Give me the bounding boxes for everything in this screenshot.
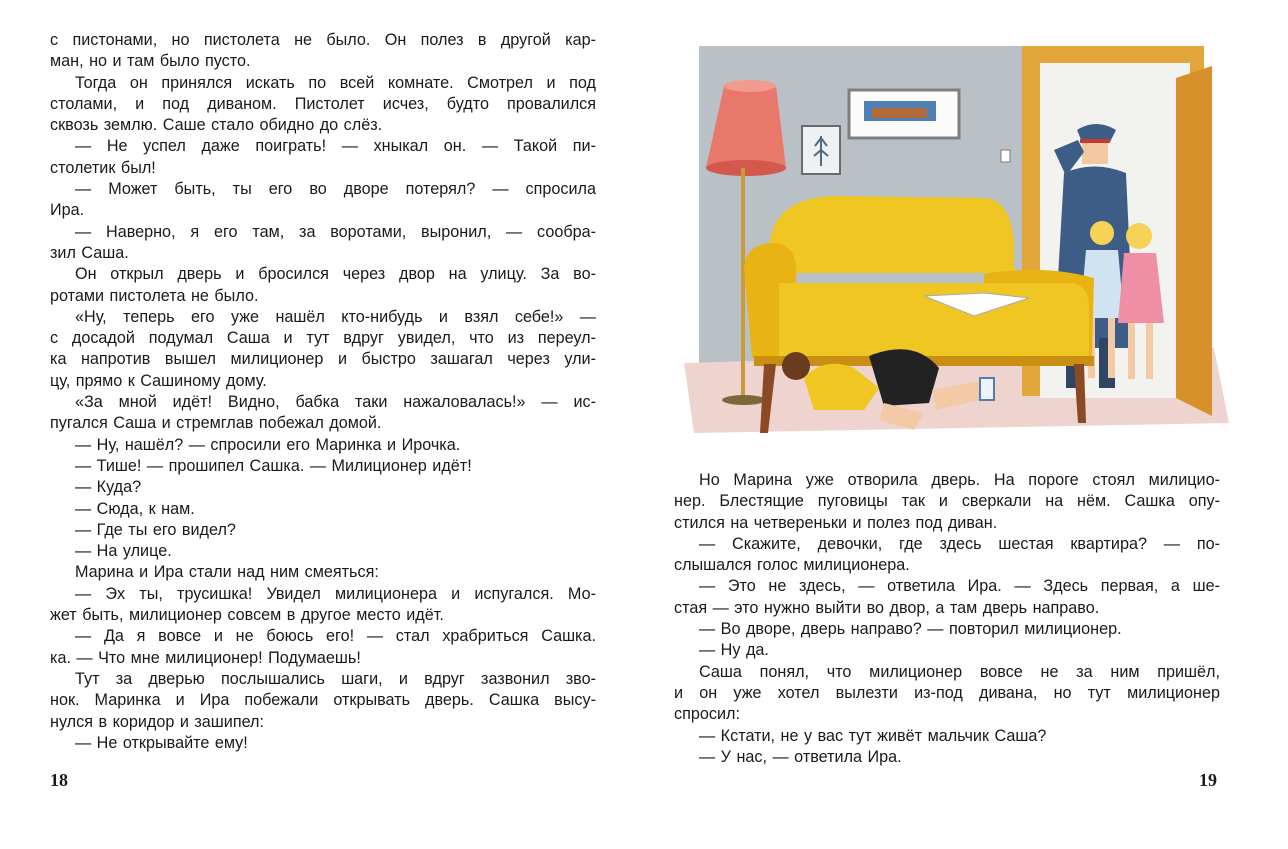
text-line: — Куда? <box>75 478 142 497</box>
text-line: ротами пистолета не было. <box>50 286 259 305</box>
text-line: — Ну да. <box>699 641 769 660</box>
text-line: ка напротив вышел милиционер и быстро зашагал через ули- <box>50 350 596 369</box>
text-line: столами, и под диваном. Пистолет исчез, будто провалился <box>50 94 596 113</box>
text-line: — Где ты его видел? <box>75 520 236 539</box>
illustration-scene <box>684 38 1244 438</box>
text-line: Он открыл дверь и бросился через двор на улицу. За во- <box>75 265 596 284</box>
text-line: столетик был! <box>50 158 156 177</box>
text-line: Но Марина уже отворила дверь. На пороге стоял милицио- <box>699 471 1220 489</box>
text-line: пугался Саша и стремглав побежал домой. <box>50 414 382 433</box>
text-line: — Скажите, девочки, где здесь шестая квартира? — по- <box>699 534 1220 553</box>
text-line: стился на четвереньки и полез под диван. <box>674 513 998 532</box>
text-line: — Во дворе, дверь направо? — повторил милиционер. <box>699 620 1122 639</box>
text-line: жет быть, милиционер совсем в другое место идёт. <box>50 606 444 625</box>
text-line: — Тише! — прошипел Сашка. — Милиционер идёт! <box>75 456 472 475</box>
right-page-text <box>674 470 1220 768</box>
text-line: нулся в коридор и зашипел: <box>50 712 265 731</box>
left-page-text <box>50 30 596 754</box>
right-page <box>644 0 1288 849</box>
text-line: «Ну, теперь его уже нашёл кто-нибудь и взял себе!» — <box>75 307 596 326</box>
text-line: Тут за дверью послышались шаги, и вдруг зазвонил зво- <box>75 669 596 688</box>
text-line: — Да я вовсе и не боюсь его! — стал храбриться Сашка. <box>75 627 596 646</box>
text-line: ман, но и там было пусто. <box>50 52 251 71</box>
page-number: 19 <box>1199 770 1217 790</box>
text-line: — Это не здесь, — ответила Ира. — Здесь первая, а ше- <box>699 577 1220 596</box>
page-number: 18 <box>50 770 68 790</box>
text-line: цу, прямо к Сашиному дому. <box>50 371 267 390</box>
text-line: ка. — Что мне милиционер! Подумаешь! <box>50 648 361 667</box>
text-line: — Сюда, к нам. <box>75 499 195 518</box>
text-line: слышался голос милиционера. <box>674 556 910 575</box>
text-line: зил Саша. <box>50 243 129 262</box>
text-line: с пистонами, но пистолета не было. Он полез в другой кар- <box>50 31 596 49</box>
text-line: — Не открывайте ему! <box>75 733 248 752</box>
text-line: стая — это нужно выйти во двор, а там дверь направо. <box>674 598 1100 617</box>
text-line: — Может быть, ты его во дворе потерял? — спросила <box>75 180 596 199</box>
text-line: спросил: <box>674 705 740 724</box>
text-line: — На улице. <box>75 542 172 561</box>
text-line: — Ну, нашёл? — спросили его Маринка и Ирочка. <box>75 435 461 454</box>
text-line: — Кстати, не у вас тут живёт мальчик Саша? <box>699 726 1047 745</box>
text-line: — Наверно, я его там, за воротами, выронил, — сообра- <box>75 222 596 241</box>
text-line: — Не успел даже поиграть! — хныкал он. — Такой пи- <box>75 137 596 156</box>
text-line: нер. Блестящие пуговицы так и сверкали на нём. Сашка опу- <box>674 492 1220 511</box>
text-line: «За мной идёт! Видно, бабка таки нажаловалась!» — ис- <box>75 393 596 412</box>
text-line: сквозь землю. Саше стало обидно до слёз. <box>50 116 383 135</box>
text-line: и он уже хотел вылезти из-под дивана, но тут милиционер <box>674 683 1220 702</box>
text-line: Ира. <box>50 201 85 220</box>
text-line: Саша понял, что милиционер вовсе не за ним пришёл, <box>699 662 1220 681</box>
text-line: — Эх ты, трусишка! Увидел милиционера и испугался. Мо- <box>75 584 596 603</box>
text-line: с досадой подумал Саша и тут вдруг увидел, что из переул- <box>50 329 596 348</box>
text-line: нок. Маринка и Ира побежали открывать дверь. Сашка высу- <box>50 691 596 710</box>
text-line: — У нас, — ответила Ира. <box>699 747 902 766</box>
text-line: Марина и Ира стали над ним смеяться: <box>75 563 379 582</box>
text-line: Тогда он принялся искать по всей комнате. Смотрел и под <box>75 73 596 92</box>
